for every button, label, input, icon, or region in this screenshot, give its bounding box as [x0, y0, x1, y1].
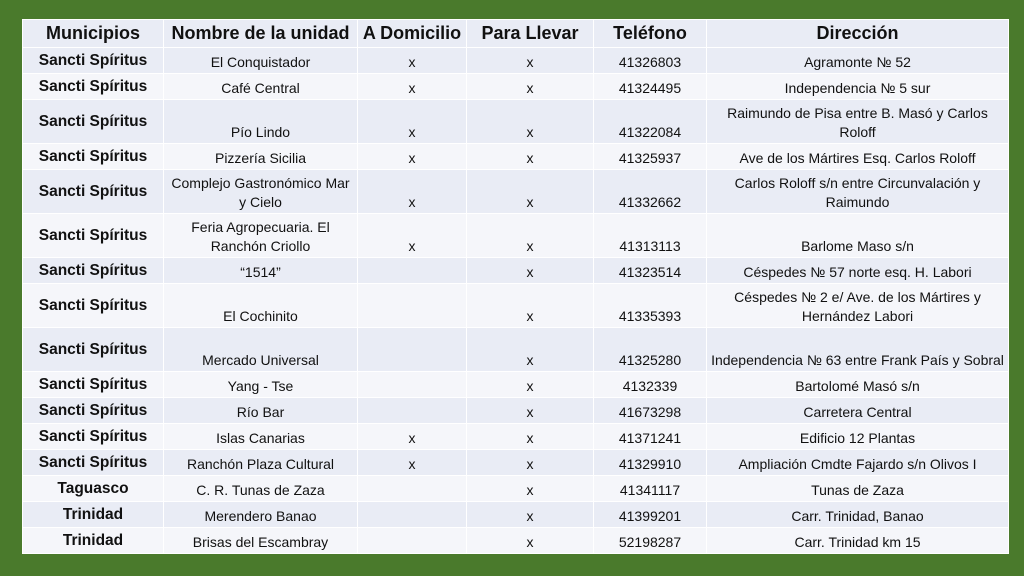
cell-direccion: Bartolomé Masó s/n [707, 372, 1009, 398]
cell-nombre: Río Bar [164, 398, 358, 424]
cell-telefono: 41332662 [594, 170, 707, 214]
cell-nombre: Mercado Universal [164, 328, 358, 372]
cell-llevar: x [467, 258, 594, 284]
cell-direccion: Céspedes № 2 e/ Ave. de los Mártires y Hernández Labori [707, 284, 1009, 328]
header-telefono: Teléfono [594, 20, 707, 48]
cell-direccion: Independencia № 63 entre Frank País y Sobral [707, 328, 1009, 372]
cell-municipio: Sancti Spíritus [23, 398, 164, 424]
cell-direccion: Carretera Central [707, 398, 1009, 424]
header-municipio: Municipios [23, 20, 164, 48]
cell-telefono: 41399201 [594, 502, 707, 528]
cell-nombre: Café Central [164, 74, 358, 100]
cell-municipio: Sancti Spíritus [23, 258, 164, 284]
cell-municipio: Sancti Spíritus [23, 424, 164, 450]
cell-nombre: Brisas del Escambray [164, 528, 358, 554]
restaurant-table-container [22, 19, 1008, 550]
cell-telefono: 41322084 [594, 100, 707, 144]
cell-llevar: x [467, 424, 594, 450]
cell-llevar: x [467, 100, 594, 144]
cell-telefono: 4132339 [594, 372, 707, 398]
cell-direccion: Edificio 12 Plantas [707, 424, 1009, 450]
cell-domicilio: x [358, 170, 467, 214]
cell-municipio: Sancti Spíritus [23, 450, 164, 476]
cell-municipio: Trinidad [23, 502, 164, 528]
cell-domicilio: x [358, 450, 467, 476]
table-row [23, 424, 1009, 450]
cell-domicilio: x [358, 214, 467, 258]
cell-domicilio [358, 502, 467, 528]
cell-telefono: 41323514 [594, 258, 707, 284]
cell-direccion: Independencia № 5 sur [707, 74, 1009, 100]
cell-direccion: Céspedes № 57 norte esq. H. Labori [707, 258, 1009, 284]
cell-llevar: x [467, 528, 594, 554]
cell-municipio: Sancti Spíritus [23, 328, 164, 372]
cell-telefono: 41313113 [594, 214, 707, 258]
cell-nombre: “1514” [164, 258, 358, 284]
cell-domicilio: x [358, 144, 467, 170]
cell-direccion: Ampliación Cmdte Fajardo s/n Olivos I [707, 450, 1009, 476]
header-row [23, 20, 1009, 48]
cell-domicilio: x [358, 100, 467, 144]
cell-nombre: Islas Canarias [164, 424, 358, 450]
cell-municipio: Sancti Spíritus [23, 48, 164, 74]
cell-telefono: 41325937 [594, 144, 707, 170]
cell-nombre: Pizzería Sicilia [164, 144, 358, 170]
cell-llevar: x [467, 398, 594, 424]
cell-telefono: 41335393 [594, 284, 707, 328]
cell-direccion: Agramonte № 52 [707, 48, 1009, 74]
cell-llevar: x [467, 144, 594, 170]
table-row [23, 214, 1009, 258]
table-row [23, 100, 1009, 144]
cell-nombre: El Cochinito [164, 284, 358, 328]
table-row [23, 450, 1009, 476]
cell-nombre: Feria Agropecuaria. El Ranchón Criollo [164, 214, 358, 258]
cell-municipio: Sancti Spíritus [23, 144, 164, 170]
table-row [23, 476, 1009, 502]
cell-direccion: Raimundo de Pisa entre B. Masó y Carlos Roloff [707, 100, 1009, 144]
cell-domicilio [358, 528, 467, 554]
cell-nombre: Yang - Tse [164, 372, 358, 398]
cell-llevar: x [467, 450, 594, 476]
cell-domicilio [358, 284, 467, 328]
cell-nombre: Ranchón Plaza Cultural [164, 450, 358, 476]
cell-llevar: x [467, 74, 594, 100]
restaurant-table [22, 19, 1009, 554]
cell-telefono: 41325280 [594, 328, 707, 372]
table-row [23, 258, 1009, 284]
cell-domicilio [358, 372, 467, 398]
table-row [23, 398, 1009, 424]
table-row [23, 502, 1009, 528]
header-nombre: Nombre de la unidad [164, 20, 358, 48]
table-row [23, 528, 1009, 554]
cell-direccion: Carr. Trinidad km 15 [707, 528, 1009, 554]
cell-municipio: Sancti Spíritus [23, 372, 164, 398]
table-row [23, 74, 1009, 100]
cell-direccion: Ave de los Mártires Esq. Carlos Roloff [707, 144, 1009, 170]
cell-domicilio: x [358, 74, 467, 100]
cell-llevar: x [467, 48, 594, 74]
cell-nombre: Complejo Gastronómico Mar y Cielo [164, 170, 358, 214]
header-direccion: Dirección [707, 20, 1009, 48]
cell-llevar: x [467, 476, 594, 502]
table-row [23, 170, 1009, 214]
cell-telefono: 41326803 [594, 48, 707, 74]
cell-domicilio [358, 258, 467, 284]
cell-llevar: x [467, 284, 594, 328]
cell-telefono: 41673298 [594, 398, 707, 424]
cell-municipio: Sancti Spíritus [23, 284, 164, 328]
table-row [23, 372, 1009, 398]
cell-nombre: El Conquistador [164, 48, 358, 74]
cell-llevar: x [467, 328, 594, 372]
cell-llevar: x [467, 502, 594, 528]
cell-domicilio [358, 398, 467, 424]
cell-telefono: 41329910 [594, 450, 707, 476]
cell-direccion: Carlos Roloff s/n entre Circunvalación y Raimundo [707, 170, 1009, 214]
cell-direccion: Tunas de Zaza [707, 476, 1009, 502]
header-domicilio: A Domicilio [358, 20, 467, 48]
cell-direccion: Carr. Trinidad, Banao [707, 502, 1009, 528]
cell-municipio: Taguasco [23, 476, 164, 502]
cell-direccion: Barlome Maso s/n [707, 214, 1009, 258]
table-row [23, 144, 1009, 170]
cell-municipio: Trinidad [23, 528, 164, 554]
cell-nombre: Pío Lindo [164, 100, 358, 144]
table-row [23, 328, 1009, 372]
cell-telefono: 41341117 [594, 476, 707, 502]
cell-telefono: 52198287 [594, 528, 707, 554]
cell-municipio: Sancti Spíritus [23, 100, 164, 144]
cell-domicilio: x [358, 48, 467, 74]
header-llevar: Para Llevar [467, 20, 594, 48]
cell-municipio: Sancti Spíritus [23, 214, 164, 258]
cell-llevar: x [467, 214, 594, 258]
table-row [23, 48, 1009, 74]
cell-nombre: Merendero Banao [164, 502, 358, 528]
cell-domicilio: x [358, 424, 467, 450]
cell-municipio: Sancti Spíritus [23, 74, 164, 100]
cell-domicilio [358, 476, 467, 502]
cell-llevar: x [467, 372, 594, 398]
cell-municipio: Sancti Spíritus [23, 170, 164, 214]
cell-telefono: 41324495 [594, 74, 707, 100]
table-row [23, 284, 1009, 328]
cell-nombre: C. R. Tunas de Zaza [164, 476, 358, 502]
cell-telefono: 41371241 [594, 424, 707, 450]
cell-domicilio [358, 328, 467, 372]
cell-llevar: x [467, 170, 594, 214]
